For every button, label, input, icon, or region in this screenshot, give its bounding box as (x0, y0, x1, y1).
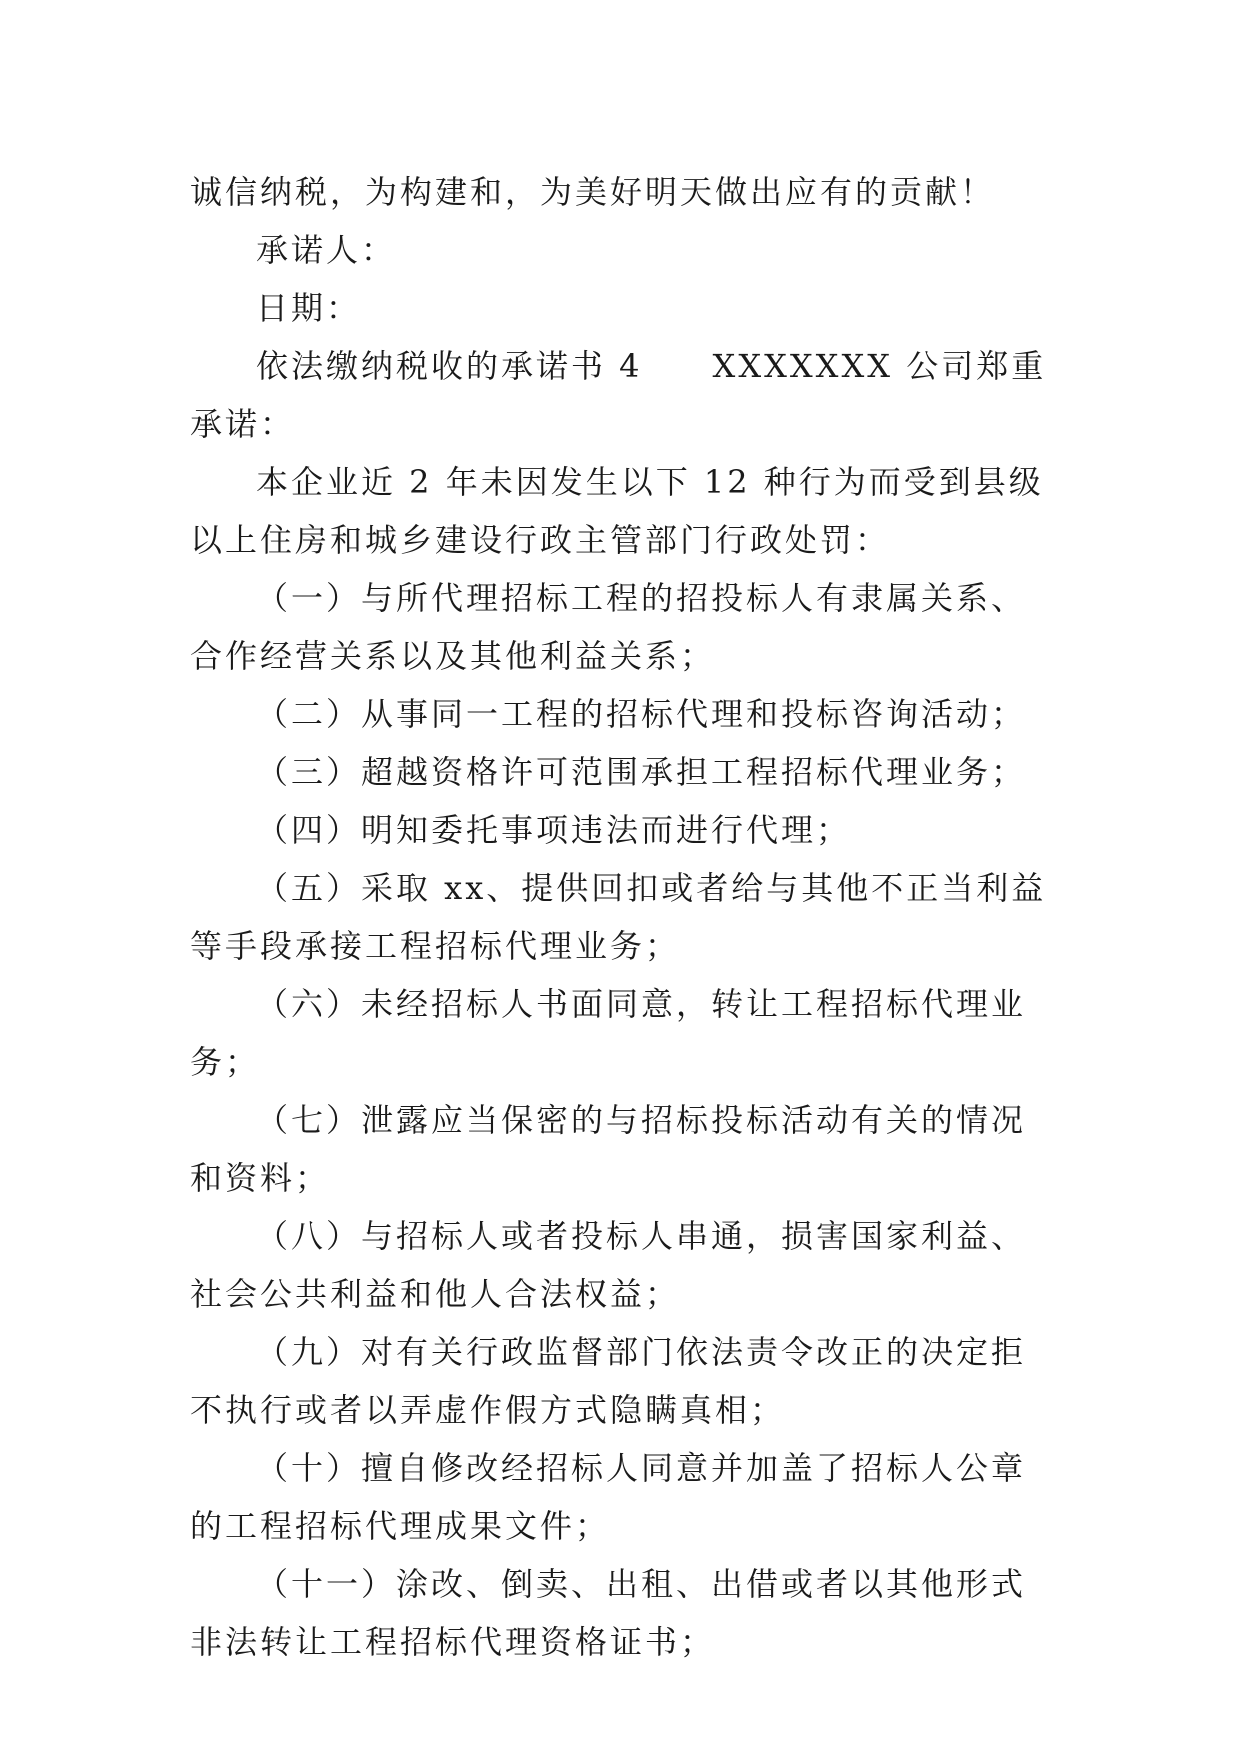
list-item-9: （九）对有关行政监督部门依法责令改正的决定拒不执行或者以弄虚作假方式隐瞒真相； (190, 1333, 1027, 1429)
paragraph-intro: 本企业近 2 年未因发生以下 12 种行为而受到县级以上住房和城乡建设行政主管部门行政处罚： (190, 463, 1044, 559)
paragraph-heading (190, 337, 1060, 453)
list-item-8: （八）与招标人或者投标人串通，损害国家利益、社会公共利益和他人合法权益； (190, 1217, 1027, 1313)
list-item-1: （一）与所代理招标工程的招投标人有隶属关系、合作经营关系以及其他利益关系； (190, 579, 1027, 675)
list-item-2: （二）从事同一工程的招标代理和投标咨询活动； (256, 695, 1027, 733)
heading-title: 依法缴纳税收的承诺书 4 (256, 347, 643, 385)
list-item-6: （六）未经招标人书面同意，转让工程招标代理业务； (190, 985, 1027, 1081)
list-item-3: （三）超越资格许可范围承担工程招标代理业务； (256, 753, 1027, 791)
list-item-4: （四）明知委托事项违法而进行代理； (256, 811, 852, 849)
paragraph-date: 日期： (256, 289, 362, 327)
list-item-5: （五）采取 xx、提供回扣或者给与其他不正当利益等手段承接工程招标代理业务； (190, 869, 1047, 965)
list-item-10: （十）擅自修改经招标人同意并加盖了招标人公章的工程招标代理成果文件； (190, 1449, 1027, 1545)
paragraph-promisor: 承诺人： (256, 231, 397, 269)
heading-company: XXXXXXX 公司郑重承诺： (190, 347, 1047, 443)
list-item-11: （十一）涂改、倒卖、出租、出借或者以其他形式非法转让工程招标代理资格证书； (190, 1565, 1027, 1661)
list-item-7: （七）泄露应当保密的与招标投标活动有关的情况和资料； (190, 1101, 1027, 1197)
document-body (190, 163, 1060, 1671)
paragraph-closing-line: 诚信纳税，为构建和，为美好明天做出应有的贡献！ (190, 173, 996, 211)
